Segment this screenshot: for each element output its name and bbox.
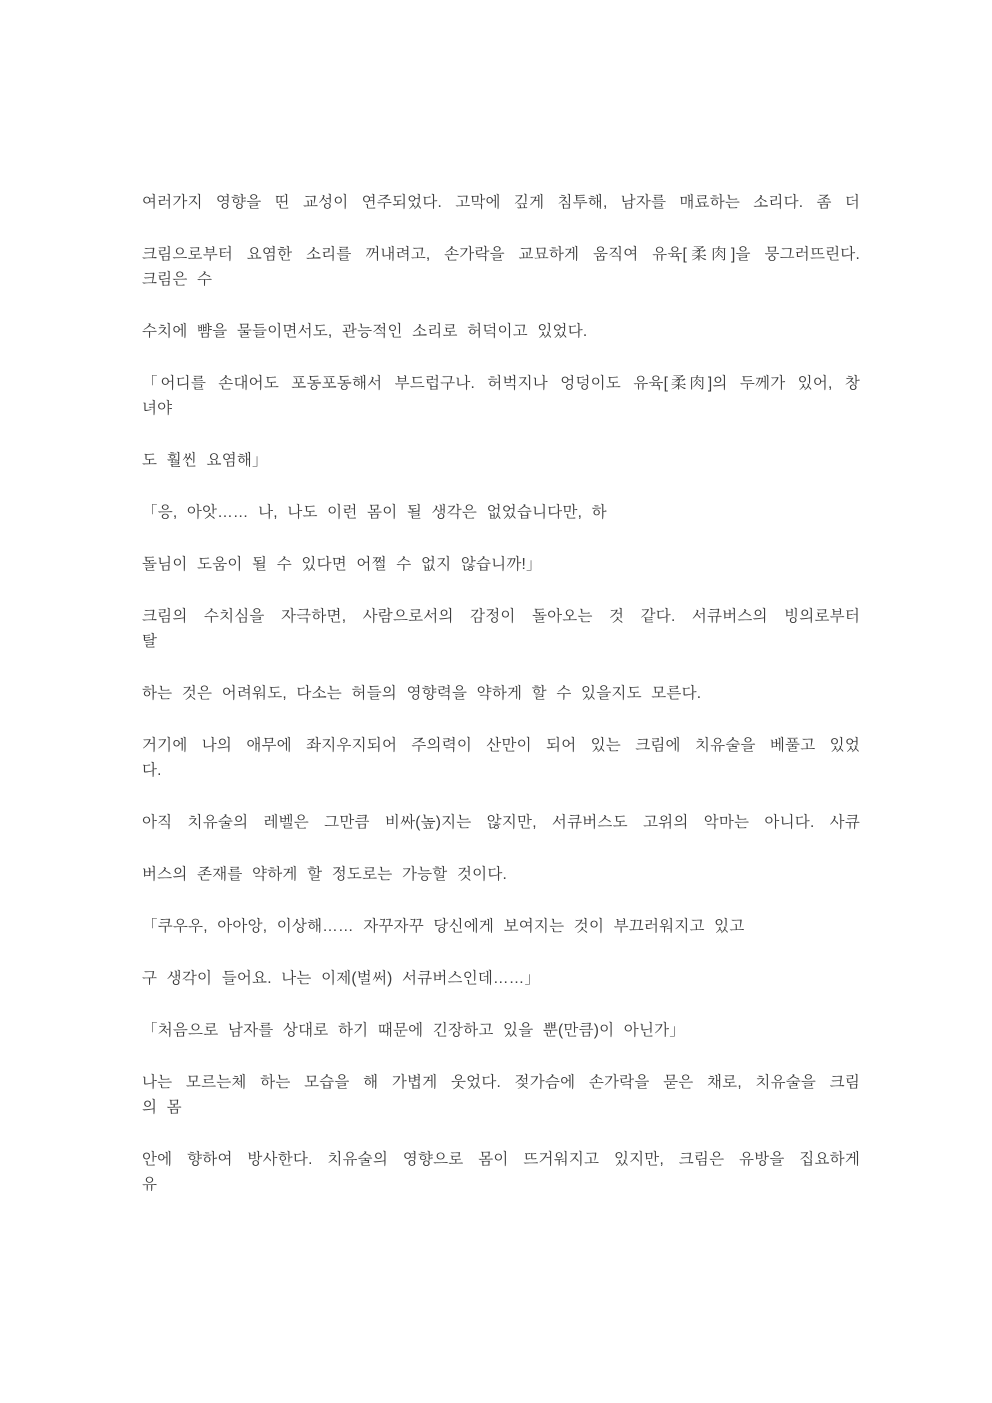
text-line: 여러가지 영향을 띤 교성이 연주되었다. 고막에 깊게 침투해, 남자를 매료하는 소리다. 좀 더	[142, 194, 860, 211]
paragraph	[142, 1018, 860, 1043]
text-line: 유	[142, 1176, 158, 1193]
text-line: 「어디를 손대어도 포동포동해서 부드럽구나. 허벅지나 엉덩이도 유육[柔肉]의 두께가 있어, 창	[142, 375, 860, 392]
paragraph	[142, 681, 860, 706]
text-line: 「응, 아앗…… 나, 나도 이런 몸이 될 생각은 없었습니다만, 하	[142, 504, 607, 521]
paragraph	[142, 862, 860, 887]
text-line: 버스의 존재를 약하게 할 정도로는 가능할 것이다.	[142, 866, 508, 883]
paragraph	[142, 242, 860, 292]
text-line: 크림으로부터 요염한 소리를 꺼내려고, 손가락을 교묘하게 움직여 유육[柔肉]을 뭉그러뜨린다.	[142, 246, 860, 263]
paragraph	[142, 552, 860, 577]
text-line: 안에 향하여 방사한다. 치유술의 영향으로 몸이 뜨거워지고 있지만, 크림은 유방을 집요하게	[142, 1151, 860, 1168]
text-line: 수치에 뺨을 물들이면서도, 관능적인 소리로 허덕이고 있었다.	[142, 323, 588, 340]
text-line: 나는 모르는체 하는 모습을 해 가볍게 웃었다. 젖가슴에 손가락을 묻은 채로, 치유술을 크림	[142, 1074, 860, 1091]
text-line: 크림은 수	[142, 271, 213, 288]
paragraph	[142, 1147, 860, 1197]
paragraph	[142, 500, 860, 525]
text-line: 도 훨씬 요염해」	[142, 452, 268, 469]
text-line: 녀야	[142, 400, 173, 417]
text-line: 다.	[142, 762, 162, 779]
text-line: 크림의 수치심을 자극하면, 사람으로서의 감정이 돌아오는 것 같다. 서큐버스의 빙의로부터	[142, 608, 860, 625]
text-line: 하는 것은 어려워도, 다소는 허들의 영향력을 약하게 할 수 있을지도 모른다.	[142, 685, 702, 702]
paragraph	[142, 604, 860, 654]
paragraph	[142, 1070, 860, 1120]
paragraph	[142, 733, 860, 783]
paragraph	[142, 966, 860, 991]
text-line: 구 생각이 들어요. 나는 이제(벌써) 서큐버스인데……」	[142, 970, 541, 987]
paragraph	[142, 914, 860, 939]
document-page	[142, 190, 860, 1224]
text-line: 「처음으로 남자를 상대로 하기 때문에 긴장하고 있을 뿐(만큼)이 아닌가」	[142, 1022, 686, 1039]
text-line: 아직 치유술의 레벨은 그만큼 비싸(높)지는 않지만, 서큐버스도 고위의 악마는 아니다. 사큐	[142, 814, 860, 831]
text-line: 의 몸	[142, 1099, 182, 1116]
paragraph	[142, 319, 860, 344]
paragraph	[142, 448, 860, 473]
text-line: 「쿠우우, 아아앙, 이상해…… 자꾸자꾸 당신에게 보여지는 것이 부끄러워지고 있고	[142, 918, 745, 935]
paragraph	[142, 810, 860, 835]
paragraph	[142, 371, 860, 421]
text-line: 탈	[142, 633, 158, 650]
paragraph	[142, 190, 860, 215]
text-line: 거기에 나의 애무에 좌지우지되어 주의력이 산만이 되어 있는 크림에 치유술을 베풀고 있었	[142, 737, 860, 754]
text-line: 돌님이 도움이 될 수 있다면 어쩔 수 없지 않습니까!」	[142, 556, 542, 573]
